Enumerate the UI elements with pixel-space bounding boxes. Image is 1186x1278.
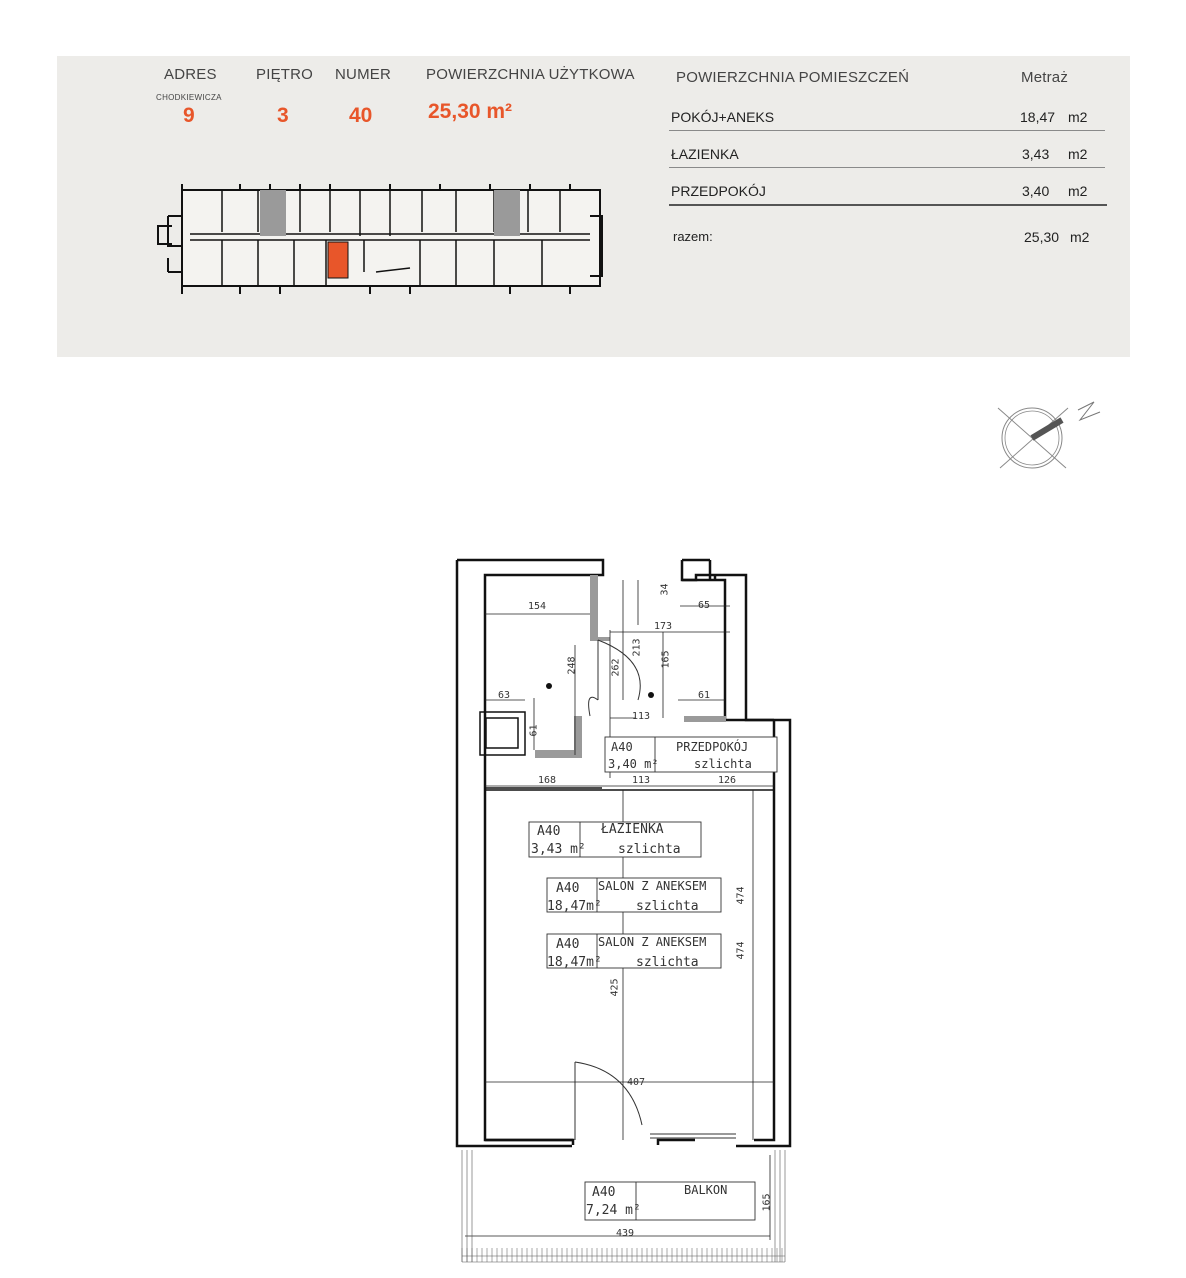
room-code: A40 [537,824,561,839]
dimension-label: 34 [659,583,671,596]
total-label: razem: [673,229,713,244]
adres-value: 9 [183,104,195,127]
dimension-label: 113 [632,711,651,722]
numer-value: 40 [349,104,373,127]
dimension-label: 63 [498,690,511,701]
numer-label: NUMER [335,66,391,83]
room-area: 18,47m² [547,899,602,914]
dimension-label: 262 [610,658,622,677]
room-row-name: PRZEDPOKÓJ [671,183,766,199]
room-name: SALON Z ANEKSEM [598,935,707,949]
area-label: POWIERZCHNIA UŻYTKOWA [426,66,635,83]
dimension-label: 248 [566,656,578,675]
dimension-label: 439 [616,1228,635,1239]
room-row-value: 18,47 [1020,109,1056,125]
pietro-label: PIĘTRO [256,66,314,83]
dimension-label: 165 [660,650,672,669]
dimension-label: 407 [627,1077,646,1088]
room-area: 7,24 m² [586,1203,641,1218]
dimension-label: 165 [761,1193,773,1212]
metraz-label: Metraż [1021,69,1069,86]
room-area: 3,43 m² [531,842,586,857]
street-name: CHODKIEWICZA [156,93,222,102]
room-finish: szlichta [636,955,699,970]
dimension-label: 61 [528,724,540,737]
apartment-floor-plan [440,550,820,1270]
dimension-label: 474 [735,886,747,905]
total-unit: m2 [1070,229,1090,245]
room-row-name: POKÓJ+ANEKS [671,109,775,125]
room-code: A40 [611,740,633,754]
room-row-unit: m2 [1068,183,1088,199]
room-name: ŁAZIENKA [601,822,664,837]
room-finish: szlichta [636,899,699,914]
room-finish: szlichta [618,842,681,857]
total-divider [669,204,1107,206]
dimension-label: 474 [735,941,747,960]
room-row-unit: m2 [1068,109,1088,125]
total-value: 25,30 [1024,229,1060,245]
room-row-name: ŁAZIENKA [671,146,739,162]
room-row-value: 3,43 [1022,146,1050,162]
room-code: A40 [592,1185,616,1200]
room-code: A40 [556,937,580,952]
dimension-label: 168 [538,775,557,786]
building-key-plan [150,176,610,298]
room-name: BALKON [684,1183,728,1197]
room-area: 3,40 m² [608,757,659,771]
rooms-table-title: POWIERZCHNIA POMIESZCZEŃ [676,69,910,86]
room-area: 18,47m² [547,955,602,970]
area-value: 25,30 m² [428,100,513,123]
room-name: PRZEDPOKÓJ [676,740,749,754]
pietro-value: 3 [277,104,289,127]
dimension-label: 61 [698,690,711,701]
dimension-label: 213 [631,638,643,657]
room-finish: szlichta [694,757,752,771]
dimension-label: 154 [528,601,547,612]
dimension-label: 173 [654,621,673,632]
room-row-value: 3,40 [1022,183,1050,199]
dimension-label: 113 [632,775,651,786]
dimension-label: 425 [609,978,621,997]
room-name: SALON Z ANEKSEM [598,879,707,893]
dimension-label: 65 [698,600,711,611]
dimension-label: 126 [718,775,737,786]
room-row-unit: m2 [1068,146,1088,162]
row-divider [669,167,1105,168]
compass-icon [996,398,1116,478]
adres-label: ADRES [164,66,217,83]
row-divider [669,130,1105,131]
room-code: A40 [556,881,580,896]
